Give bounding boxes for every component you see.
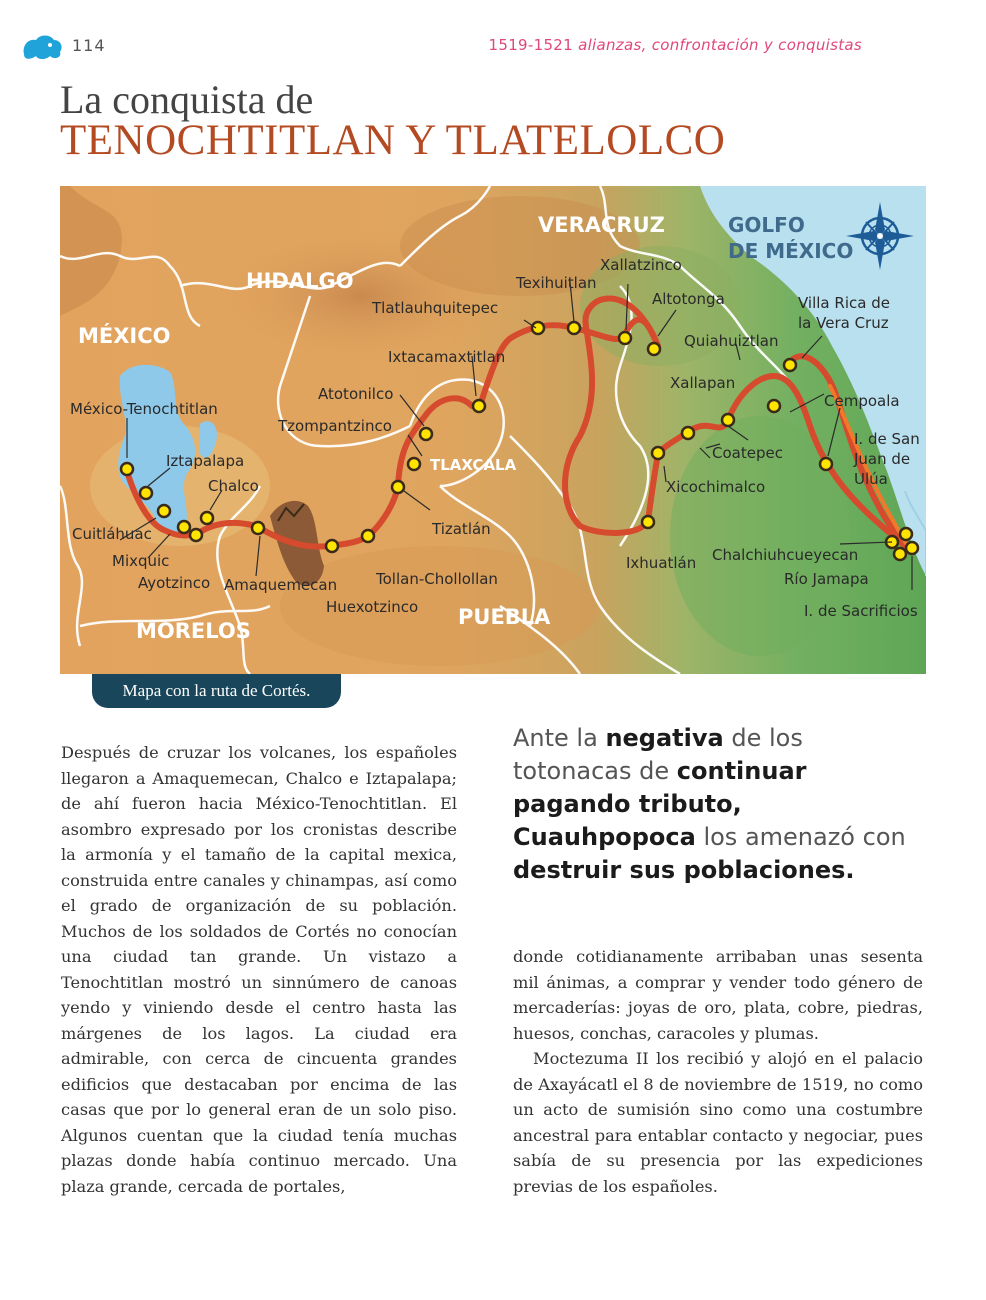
place-label: Villa Rica de [798,294,890,312]
region-label-mexico: MÉXICO [78,324,171,348]
place-label: Río Jamapa [784,570,869,588]
place-label: Xicochimalco [666,478,766,496]
pull-quote-emphasis: Cuauhpopoca [513,823,696,851]
route-map-svg [60,186,926,674]
place-label: Tlatlauhquitepec [372,299,499,317]
place-label: Tizatlán [432,520,491,538]
place-label: la Vera Cruz [798,314,889,332]
map-caption: Mapa con la ruta de Cortés. [92,674,341,708]
region-label-morelos: MORELOS [136,619,251,643]
place-label: Altotonga [652,290,725,308]
pull-quote-text: Ante la [513,724,606,752]
pull-quote [513,722,913,887]
pull-quote-emphasis: destruir sus poblaciones. [513,856,855,884]
pull-quote-emphasis: continuar pagando tributo, [513,757,807,818]
region-label-golfo-2: DE MÉXICO [728,239,854,263]
place-label: Tollan-Chollollan [376,570,498,588]
region-label-puebla: PUEBLA [458,605,551,629]
pull-quote-text: los amenazó con [695,823,906,851]
pull-quote-emphasis: negativa [605,724,724,752]
place-label: Quiahuiztlan [684,332,779,350]
place-label: Chalco [208,477,259,495]
body-text-right [513,944,923,1199]
place-label: Chalchiuhcueyecan [712,546,859,564]
place-label: Iztapalapa [166,452,245,470]
page-title-line2: TENOCHTITLAN Y TLATELOLCO [60,117,726,164]
place-label: Ulúa [854,470,888,488]
place-label: Huexotzinco [326,598,419,616]
place-label: Ixhuatlán [626,554,697,572]
body-text-left: Después de cruzar los volcanes, los españoles llegaron a Amaquemecan, Chalco e Iztapalapa; de ahí fueron hacia México-Tenochtitlan. El asombro expresado por los cronistas describe la armonía y el tamaño de la capital mexica, construida entre canales y chinampas, así como el grado de organización de su población. Muchos de los soldados de Cortés no conocían una ciudad tan grande. Un vistazo a Tenochtitlan mostró un sinnúmero de canoas yendo y viniendo desde el centro hasta las márgenes de los lagos. La ciudad era admirable, con cerca de cincuenta grandes edificios que destacaban por encima de las casas que por lo general eran de un solo piso. Algunos cuentan que la ciudad tenía muchas plazas donde había continuo mercado. Una plaza grande, cercada de portales, [61,743,457,1196]
region-label-golfo-1: GOLFO [728,213,805,237]
place-label: Xallatzinco [600,256,682,274]
place-label: México-Tenochtitlan [70,400,218,418]
place-label: I. de Sacrificios [804,602,918,620]
region-label-veracruz: VERACRUZ [538,213,665,237]
place-label: Atotonilco [318,385,394,403]
publisher-logo-icon [20,32,64,62]
place-label: Xallapan [670,374,736,392]
running-head-topic: alianzas, confrontación y conquistas [578,36,862,54]
place-label: Juan de [854,450,911,468]
region-label-tlaxcala: TLAXCALA [430,456,517,474]
place-label: I. de San [854,430,920,448]
place-label: Ayotzinco [138,574,211,592]
region-label-hidalgo: HIDALGO [246,269,354,293]
running-head [489,36,862,54]
place-label: Coatepec [712,444,783,462]
place-label: Texihuitlan [516,274,597,292]
place-label: Cempoala [824,392,900,410]
place-label: Ixtacamaxtitlan [388,348,506,366]
body-paragraph: Moctezuma II los recibió y alojó en el palacio de Axayácatl el 8 de noviembre de 1519, no como un acto de sumisión sino como una costumbre ancestral para entablar contacto y negociar, pues sabía de su presencia por las expediciones previas de los españoles. [513,1049,923,1196]
body-paragraph: donde cotidianamente arribaban unas sesenta mil ánimas, a comprar y vender todo género de mercaderías: joyas de oro, plata, cobre, piedras, huesos, conchas, caracoles y plumas. [513,947,923,1043]
place-label: Mixquic [112,552,170,570]
place-label: Tzompantzinco [278,417,392,435]
running-head-years: 1519-1521 [488,36,573,54]
page-number: 114 [72,36,106,55]
place-label: Cuitláhuac [72,525,152,543]
pull-quote-text: de los totonacas de [513,724,803,785]
place-label: Amaquemecan [224,576,338,594]
page-title-line1: La conquista de [60,77,314,122]
route-map [60,186,926,674]
